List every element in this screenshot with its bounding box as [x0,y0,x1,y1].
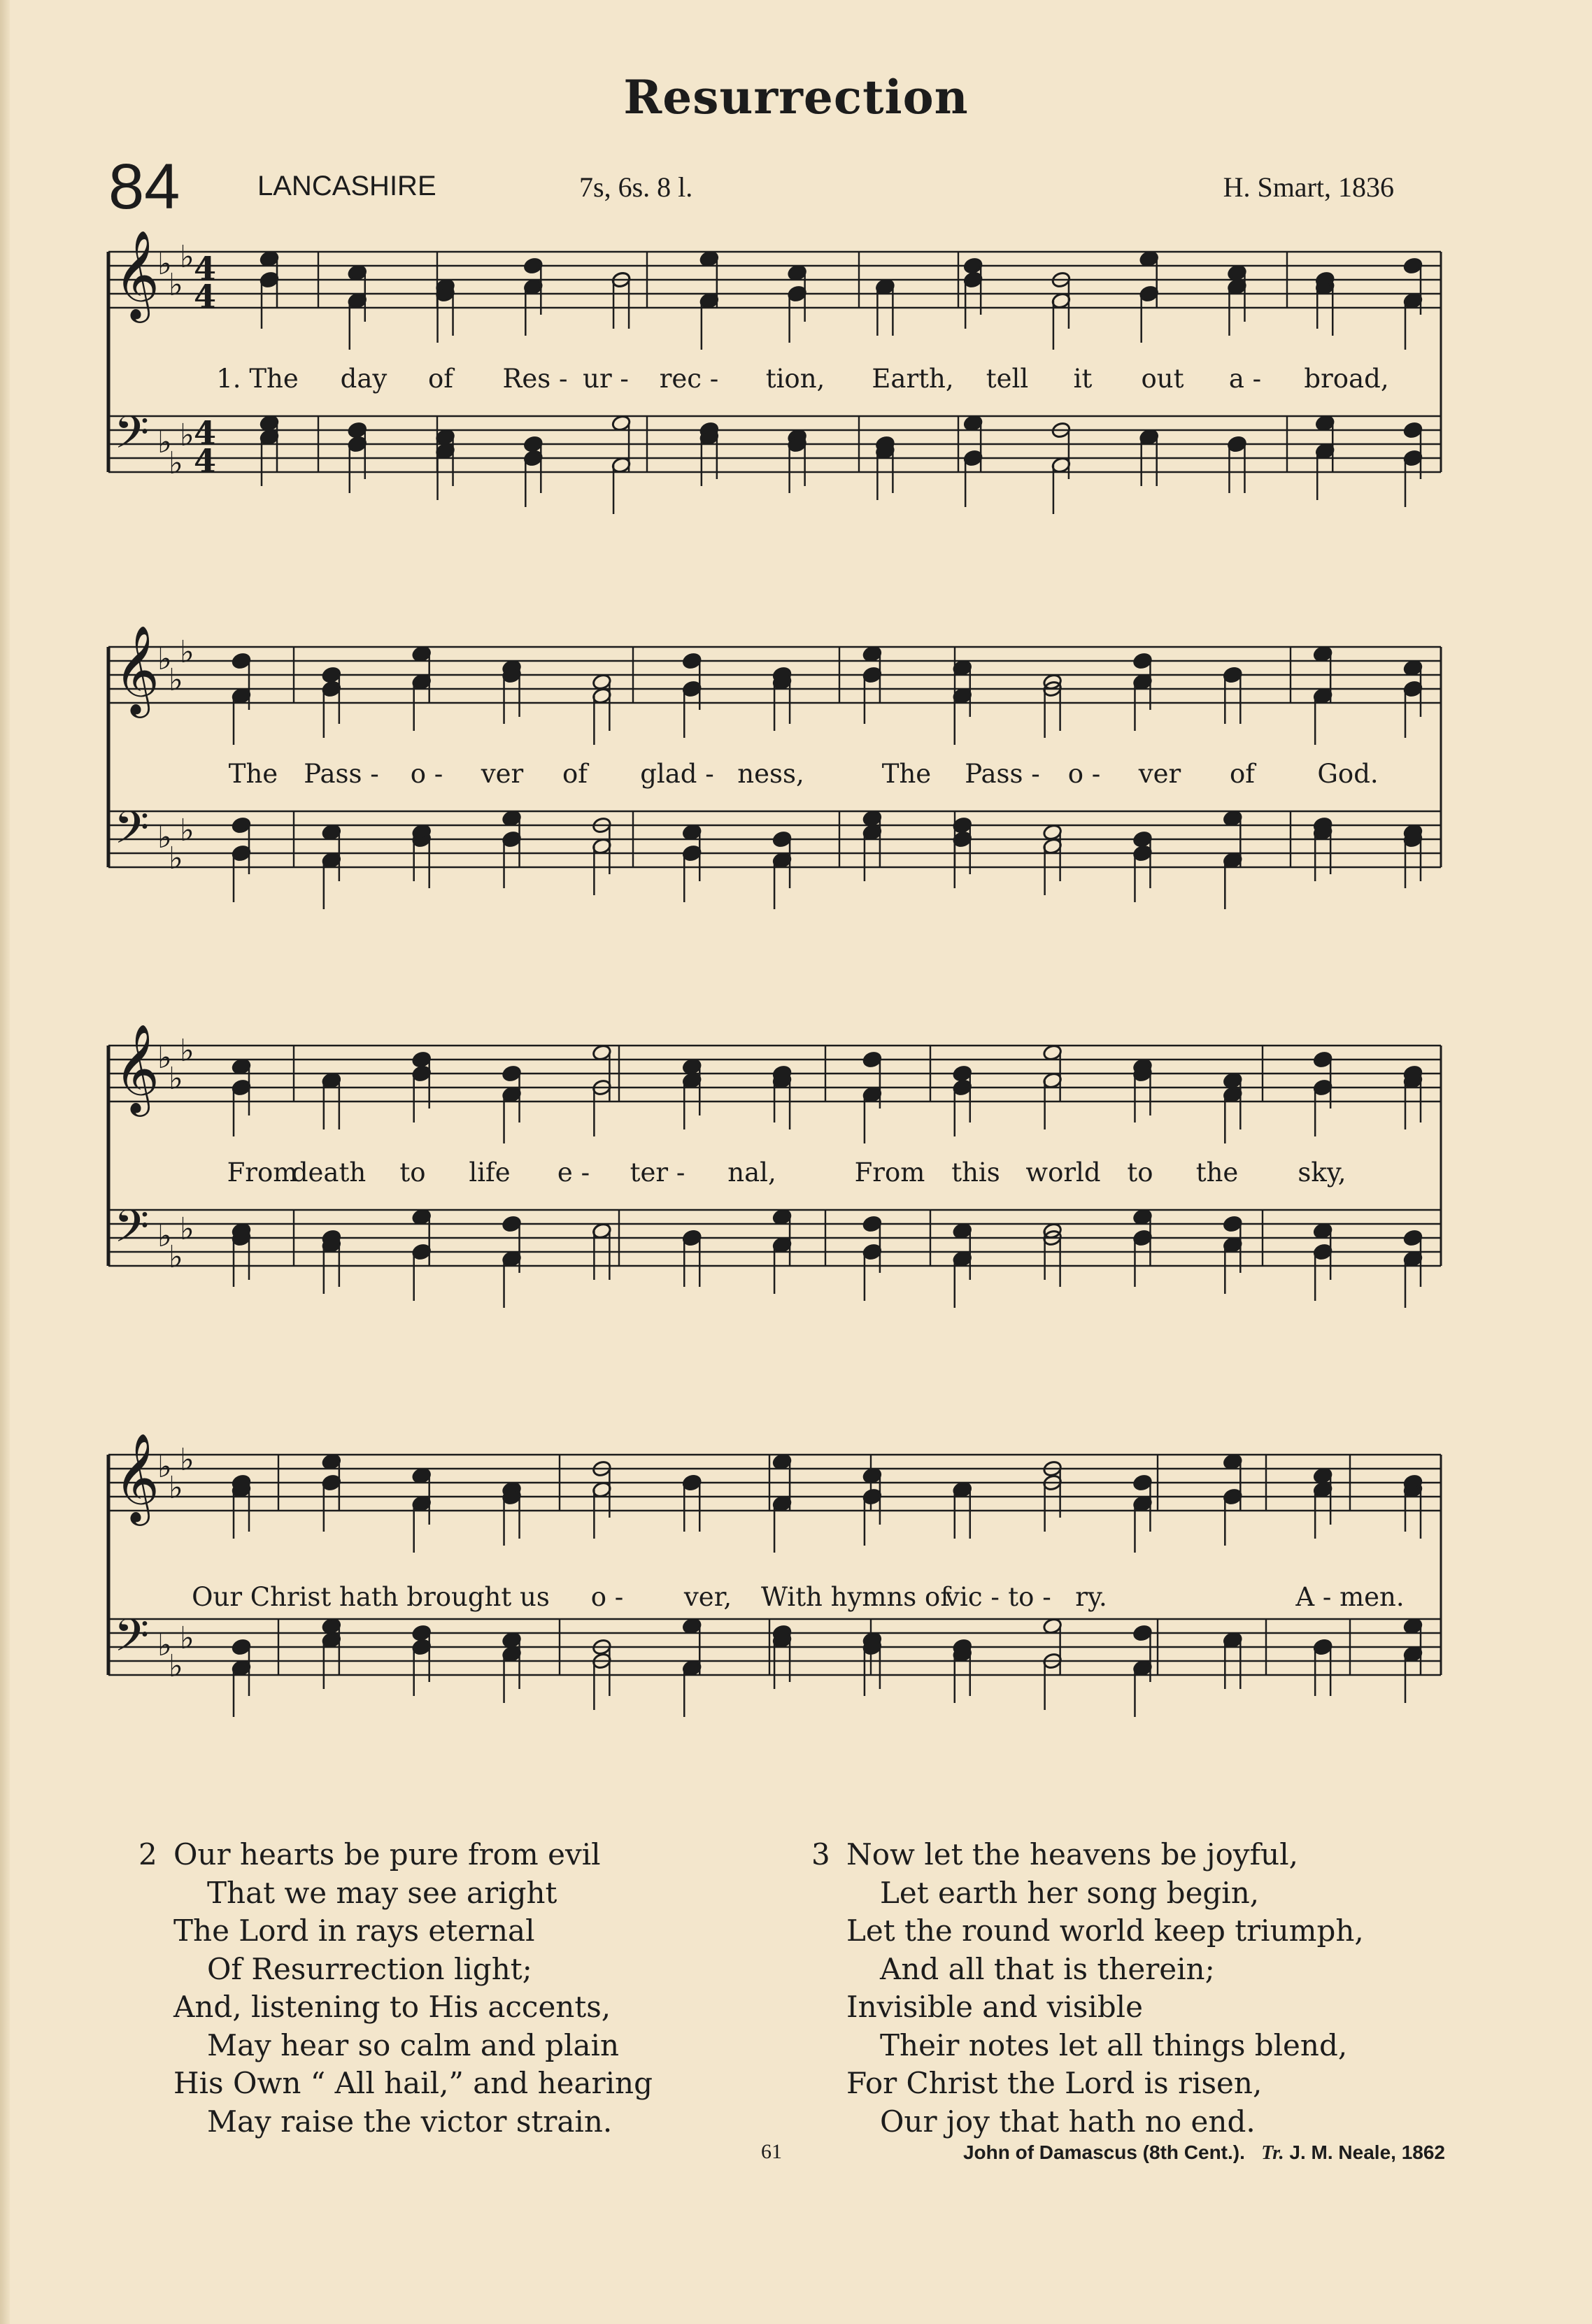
lyric-syllable: Pass - [304,759,379,789]
time-signature-bottom: 4 [194,442,217,480]
section-title: Resurrection [623,70,969,124]
flat-icon: ♭ [180,418,194,453]
flat-icon: ♭ [169,1470,183,1506]
lyric-syllable: out [1141,364,1184,394]
translator-credit: J. M. Neale, 1862 [1289,2141,1445,2163]
flat-icon: ♭ [180,239,194,275]
flat-icon: ♭ [157,1040,172,1076]
lyric-line-4 [0,1582,1592,1624]
lyric-syllable: ter - [630,1157,685,1188]
verse-line: Our joy that hath no end. [880,2104,1256,2139]
flat-icon: ♭ [169,662,183,698]
verse-line: For Christ the Lord is risen, [846,2066,1263,2100]
flat-icon: ♭ [157,246,172,282]
lyric-syllable: ur - [583,364,629,394]
lyric-syllable: ver [1138,759,1181,789]
verse-line: His Own “ All hail,” and hearing [173,2066,653,2100]
bass-clef-icon: 𝄢 [114,1201,150,1264]
verse-number: 2 [138,1837,157,1872]
credits [963,2141,1445,2165]
lyric-syllable: to [399,1157,426,1188]
meter: 7s, 6s. 8 l. [579,171,693,203]
lyric-syllable: vic - [945,1582,1000,1612]
lyric-syllable: broad, [1304,364,1389,394]
composer: H. Smart, 1836 [1223,171,1394,203]
verse-line: The Lord in rays eternal [173,1913,535,1948]
verse-line: Let earth her song begin, [880,1875,1260,1910]
treble-clef-icon: 𝄞 [114,1432,160,1522]
verse-line: That we may see aright [207,1875,557,1910]
flat-icon: ♭ [157,1449,172,1485]
lyric-syllable: sky, [1298,1157,1346,1188]
lyric-syllable: Pass - [965,759,1040,789]
lyric-syllable: With hymns of [760,1582,951,1612]
flat-icon: ♭ [169,445,183,481]
lyric-syllable: o - [1067,759,1101,789]
verse-line: Of Resurrection light; [207,1951,532,1986]
treble-clef-icon: 𝄞 [114,229,160,319]
lyric-syllable: of [562,759,588,789]
lyric-syllable: ver, [683,1582,732,1612]
verse-line: Their notes let all things blend, [880,2027,1348,2062]
verse-line: May hear so calm and plain [207,2027,620,2062]
flat-icon: ♭ [180,1211,194,1247]
flat-icon: ♭ [169,1239,183,1275]
flat-icon: ♭ [169,841,183,876]
lyric-syllable: it [1073,364,1093,394]
lyric-syllable: tell [986,364,1029,394]
lyric-syllable: The [881,759,932,789]
verse-number: 3 [811,1837,830,1872]
lyric-syllable: o - [590,1582,624,1612]
lyric-syllable: ry. [1075,1582,1107,1612]
translator-prefix: Tr. [1261,2142,1284,2164]
lyric-syllable: ver [481,759,524,789]
lyric-syllable: world [1025,1157,1101,1188]
lyric-syllable: ness, [737,759,804,789]
lyric-syllable: o - [410,759,443,789]
flat-icon: ♭ [157,820,172,855]
lyric-line-1 [0,364,1592,406]
flat-icon: ♭ [157,1627,172,1663]
lyric-syllable: this [951,1157,1000,1188]
lyric-syllable: death [291,1157,367,1188]
lyric-syllable: 1. The [216,364,299,394]
flat-icon: ♭ [180,1620,194,1656]
lyric-syllable: A - men. [1295,1582,1405,1612]
lyric-syllable: tion, [765,364,825,394]
verse-line: May raise the victor strain. [207,2104,613,2139]
lyric-syllable: God. [1317,759,1379,789]
lyric-line-3 [0,1157,1592,1199]
verse-line: Invisible and visible [846,1990,1143,2024]
flat-icon: ♭ [180,1033,194,1069]
lyric-syllable: e - [557,1157,590,1188]
lyric-syllable: Res - [502,364,568,394]
verse-2 [138,1836,653,2141]
lyric-syllable: From [227,1157,298,1188]
time-signature-bottom: 4 [194,278,217,315]
lyric-syllable: Earth, [872,364,954,394]
lyric-syllable: life [469,1157,511,1188]
lyric-syllable: of [1230,759,1255,789]
lyric-syllable: Our Christ hath brought us [192,1582,550,1612]
lyric-syllable: a - [1228,364,1262,394]
time-signature-top: 4 [194,414,217,452]
verse-line: And all that is therein; [880,1951,1215,1986]
lyric-syllable: the [1195,1157,1239,1188]
lyric-syllable: day [340,364,388,394]
flat-icon: ♭ [169,1648,183,1684]
tune-name: LANCASHIRE [257,171,436,201]
verse-line: Now let the heavens be joyful, [846,1837,1298,1872]
bass-clef-icon: 𝄢 [114,407,150,470]
hymn-number: 84 [108,151,180,222]
flat-icon: ♭ [157,425,172,460]
flat-icon: ♭ [157,1218,172,1254]
lyric-syllable: nal, [727,1157,776,1188]
author-credit: John of Damascus (8th Cent.). [962,2141,1245,2163]
lyric-syllable: to [1127,1157,1153,1188]
treble-clef-icon: 𝄞 [114,1023,160,1113]
treble-clef-icon: 𝄞 [114,625,160,714]
flat-icon: ♭ [180,813,194,848]
verse-line: Our hearts be pure from evil [173,1837,601,1872]
lyric-syllable: rec - [659,364,719,394]
lyric-syllable: to - [1008,1582,1051,1612]
lyric-line-2 [0,759,1592,801]
verse-line: And, listening to His accents, [173,1990,611,2024]
page-number: 61 [761,2140,782,2163]
bass-clef-icon: 𝄢 [114,802,150,865]
lyric-syllable: From [854,1157,925,1188]
flat-icon: ♭ [157,641,172,677]
bass-clef-icon: 𝄢 [114,1610,150,1673]
lyric-syllable: glad - [640,759,714,789]
flat-icon: ♭ [169,1061,183,1097]
flat-icon: ♭ [169,267,183,303]
lyric-syllable: of [428,364,453,394]
flat-icon: ♭ [180,634,194,670]
time-signature-top: 4 [194,250,217,287]
verse-line: Let the round world keep triumph, [846,1913,1364,1948]
flat-icon: ♭ [180,1442,194,1478]
verse-3 [811,1836,1364,2141]
lyric-syllable: The [228,759,278,789]
